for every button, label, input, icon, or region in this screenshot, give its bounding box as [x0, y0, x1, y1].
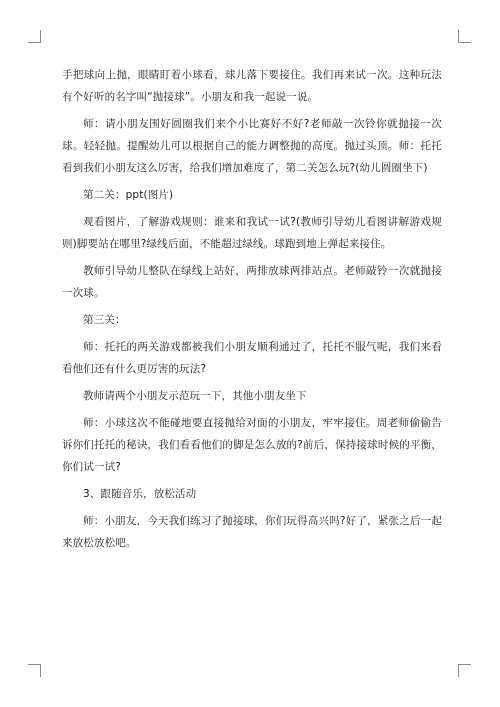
crop-mark-top-right [458, 30, 471, 43]
document-body [62, 64, 442, 559]
paragraph: 观看图片，了解游戏规则：谁来和我试一试?(教师引导幼儿看图讲解游戏规则)脚要站在哪里?绿线后面，不能超过绿线。球跑到地上弹起来接住。 [62, 216, 442, 250]
paragraph: 第三关： [83, 314, 126, 326]
paragraph: 教师请两个小朋友示范玩一下，其他小朋友坐下 [83, 390, 307, 402]
paragraph: 第二关：ppt(图片) [83, 189, 174, 201]
crop-mark-bottom-right [458, 664, 471, 677]
crop-mark-bottom-left [28, 664, 41, 677]
paragraph: 手把球向上抛，眼睛盯着小球看，球儿落下要接住。我们再来试一次。这种玩法有个好听的名字叫“抛接球”。小朋友和我一起说一说。 [62, 69, 442, 103]
crop-mark-top-left [28, 30, 41, 43]
paragraph: 师：小朋友，今天我们练习了抛接球，你们玩得高兴吗?好了，紧张之后一起来放松放松吧。 [62, 515, 442, 549]
paragraph: 教师引导幼儿整队在绿线上站好，两排放球两排站点。老师敲铃一次就抛接一次球。 [62, 265, 442, 299]
paragraph: 3、跟随音乐，放松活动 [83, 488, 197, 500]
paragraph: 师：请小朋友围好圆圈我们来个小比赛好不好?老师敲一次铃你就抛接一次球。轻轻抛。提醒幼儿可以根据自己的能力调整抛的高度。抛过头顶。师：托托看到我们小朋友这么厉害，给我们增加难度了，第二关怎么玩?(幼儿圆圈坐下) [62, 118, 442, 174]
paragraph: 师：小球这次不能碰地要直接抛给对面的小朋友，牢牢接住。周老师偷偷告诉你们托托的秘诀，我们看看他们的脚是怎么放的?前后，保持接球时候的平衡，你们试一试? [62, 417, 442, 473]
paragraph: 师：托托的两关游戏都被我们小朋友顺利通过了，托托不服气呢，我们来看看他们还有什么更厉害的玩法? [62, 341, 442, 375]
